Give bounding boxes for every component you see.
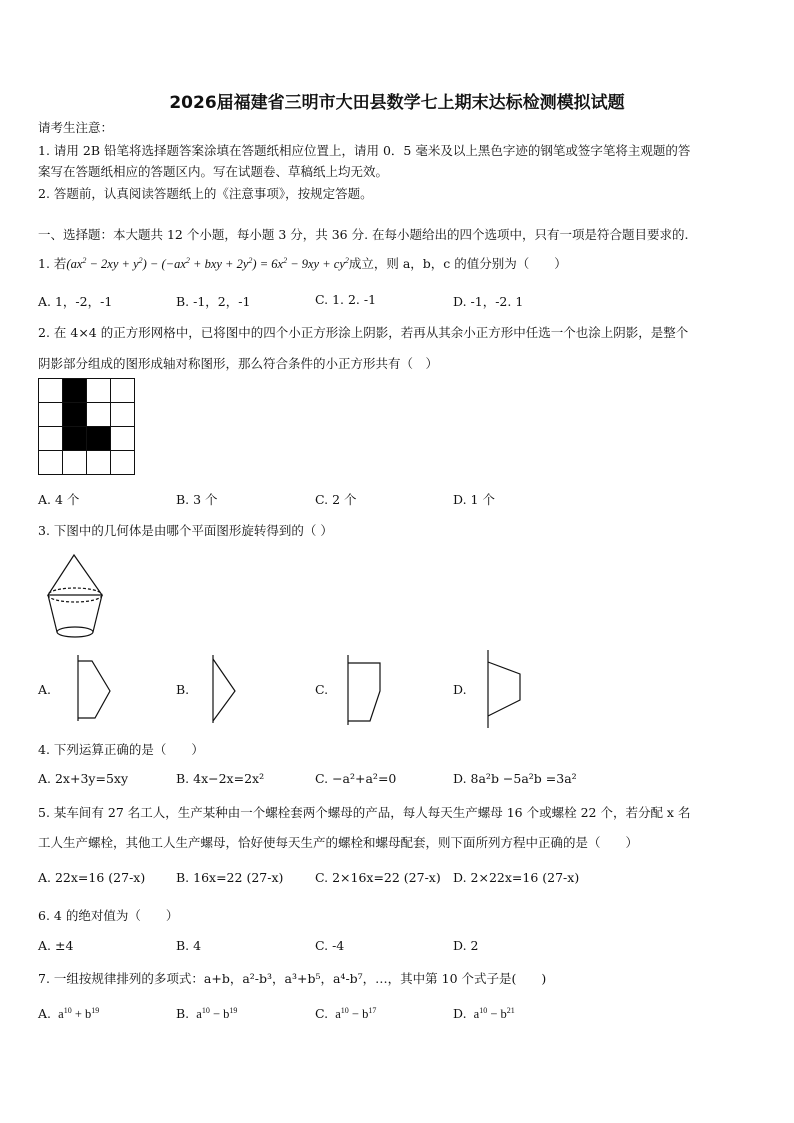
question-7-option-a xyxy=(38,1006,99,1022)
grid-cell xyxy=(111,403,135,427)
question-3-option-b-label: B. xyxy=(176,682,190,697)
notice-item-2: 2. 答题前，认真阅读答题纸上的《注意事项》，按规定答题。 xyxy=(38,186,373,201)
question-7: 7. 一组按规律排列的多项式：a+b，a²-b³，a³+b⁵，a⁴-b⁷，…，其中第 10 个式子是( ) xyxy=(38,971,547,986)
question-1 xyxy=(38,254,567,272)
question-6-option-c: C. -4 xyxy=(315,938,345,953)
question-5-option-a: A. 22x=16 (27-x) xyxy=(38,870,146,885)
notice-heading: 请考生注意： xyxy=(38,120,114,135)
question-4-option-c: C. −a²+a²=0 xyxy=(315,771,397,786)
grid-cell-shaded xyxy=(87,427,111,451)
question-7-option-b-expr: $a^{10} - b^{19}$ xyxy=(193,1006,238,1022)
question-1-equation: $(ax^2 - 2xy + y^2) - (-ax^2$ + bxy + $2y^2) = 6x^2 - 9xy + cy^2$ xyxy=(66,255,349,271)
question-6-option-b: B. 4 xyxy=(176,938,202,953)
notice-item-1: 1. 请用 2B 铅笔将选择题答案涂填在答题纸相应位置上，请用 0．5 毫米及以上黑色字迹的钢笔或签字笔将主观题的答 xyxy=(38,143,691,158)
grid-cell xyxy=(87,379,111,403)
page-title: 2026届福建省三明市大田县数学七上期末达标检测模拟试题 xyxy=(169,93,625,113)
question-5-option-d: D. 2×22x=16 (27-x) xyxy=(453,870,580,885)
question-7-option-c-expr: $a^{10} - b^{17}$ xyxy=(332,1006,377,1022)
question-2-line-1: 2. 在 4×4 的正方形网格中，已将图中的四个小正方形涂上阴影，若再从其余小正方形中任选一个也涂上阴影，是整个 xyxy=(38,325,689,340)
section-heading: 一、选择题：本大题共 12 个小题，每小题 3 分，共 36 分. 在每小题给出的四个选项中，只有一项是符合题目要求的. xyxy=(38,227,689,242)
question-4-option-a: A. 2x+3y=5xy xyxy=(38,771,129,786)
question-4: 4. 下列运算正确的是（ ） xyxy=(38,742,204,757)
question-7-option-d-expr: $a^{10} - b^{21}$ xyxy=(470,1006,515,1022)
question-5-option-b: B. 16x=22 (27-x) xyxy=(176,870,284,885)
question-1-option-b: B. -1，2，-1 xyxy=(176,294,251,309)
question-5-line-1: 5. 某车间有 27 名工人，生产某种由一个螺栓套两个螺母的产品，每人每天生产螺母 16 个或螺栓 22 个，若分配 x 名 xyxy=(38,805,691,820)
question-1-option-c: C. 1. 2. -1 xyxy=(315,292,377,307)
question-6-option-a: A. ±4 xyxy=(38,938,74,953)
grid-cell-shaded xyxy=(63,379,87,403)
question-3-option-c-figure xyxy=(340,655,390,727)
question-7-option-d-label: D. xyxy=(453,1006,467,1022)
question-1-prefix: 1. 若 xyxy=(38,256,67,271)
question-1-option-a: A. 1，-2，-1 xyxy=(38,294,113,309)
question-4-option-d: D. 8a²b −5a²b =3a² xyxy=(453,771,577,786)
question-2-option-b: B. 3 个 xyxy=(176,492,218,507)
question-3-option-b-figure xyxy=(205,655,255,725)
question-6: 6. 4 的绝对值为（ ） xyxy=(38,908,179,923)
question-7-option-b-label: B. xyxy=(176,1006,190,1022)
question-6-option-d: D. 2 xyxy=(453,938,479,953)
question-7-option-c xyxy=(315,1006,376,1022)
question-2-option-d: D. 1 个 xyxy=(453,492,495,507)
grid-cell xyxy=(87,451,111,475)
question-1-suffix: 成立，则 a，b，c 的值分别为（ ） xyxy=(348,256,567,271)
question-2-grid xyxy=(38,378,135,475)
question-1-option-d: D. -1，-2. 1 xyxy=(453,294,524,309)
question-2-option-c: C. 2 个 xyxy=(315,492,357,507)
question-3-option-d-label: D. xyxy=(453,682,467,697)
question-7-option-d xyxy=(453,1006,515,1022)
grid-cell-shaded xyxy=(63,403,87,427)
question-5-option-c: C. 2×16x=22 (27-x) xyxy=(315,870,441,885)
question-2-option-a: A. 4 个 xyxy=(38,492,80,507)
grid-cell xyxy=(111,451,135,475)
question-7-option-c-label: C. xyxy=(315,1006,329,1022)
notice-item-1-cont: 案写在答题纸相应的答题区内。写在试题卷、草稿纸上均无效。 xyxy=(38,164,389,179)
grid-cell xyxy=(63,451,87,475)
question-3-solid-figure xyxy=(40,553,120,643)
question-3-option-d-figure xyxy=(480,650,530,730)
grid-cell xyxy=(111,379,135,403)
question-2-line-2: 阴影部分组成的图形成轴对称图形，那么符合条件的小正方形共有（ ） xyxy=(38,356,439,371)
question-7-option-a-expr: $a^{10} + b^{19}$ xyxy=(55,1006,100,1022)
question-3: 3. 下图中的几何体是由哪个平面图形旋转得到的（ ） xyxy=(38,523,333,538)
grid-cell xyxy=(39,403,63,427)
question-7-option-b xyxy=(176,1006,237,1022)
question-3-option-a-figure xyxy=(70,655,120,725)
grid-cell-shaded xyxy=(63,427,87,451)
grid-cell xyxy=(111,427,135,451)
grid-cell xyxy=(87,403,111,427)
question-5-line-2: 工人生产螺栓，其他工人生产螺母，恰好使每天生产的螺栓和螺母配套，则下面所列方程中正确的是（ ） xyxy=(38,835,639,850)
grid-cell xyxy=(39,427,63,451)
grid-cell xyxy=(39,379,63,403)
question-3-option-c-label: C. xyxy=(315,682,329,697)
question-4-option-b: B. 4x−2x=2x² xyxy=(176,771,265,786)
question-3-option-a-label: A. xyxy=(38,682,52,697)
question-7-option-a-label: A. xyxy=(38,1006,52,1022)
grid-cell xyxy=(39,451,63,475)
